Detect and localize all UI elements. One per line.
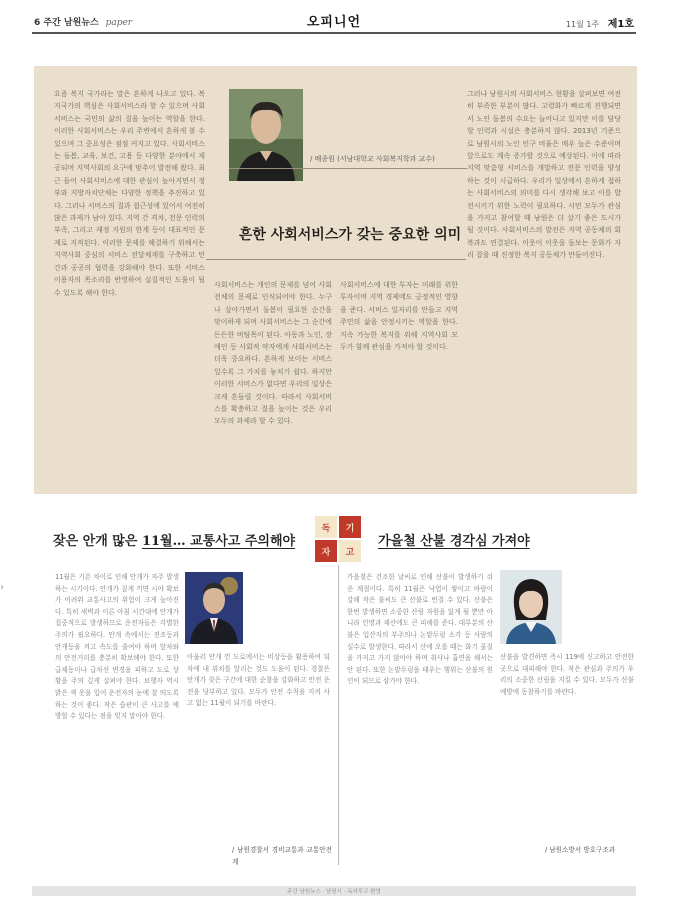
contribution-badge xyxy=(315,516,361,562)
badge-char-2: 기 xyxy=(339,516,361,538)
badge-char-4: 고 xyxy=(339,540,361,562)
right-article-author: / 남원소방서 방호구조과 xyxy=(545,846,616,854)
right-article-col-1: 가을철은 건조한 날씨로 인해 산불이 발생하기 쉬운 계절이다. 특히 11월은 낙엽이 쌓이고 바람이 강해 작은 불씨도 큰 산불로 번질 수 있다. 산불은 한번 발생하면 소중한 산림 자원을 잃게 될 뿐만 아니라 인명과 재산에도 큰 피해를 준다. 대부분의 산불은 입산자의 부주의나 논밭두렁 소각 등 사람의 실수로 발생한다. 따라서 산에 오를 때는 화기 물질을 가지고 가지 않아야 하며 취사나 흡연을 해서는 안 된다. 또한 논밭두렁을 태우는 행위는 산불의 원인이 되므로 삼가야 한다. xyxy=(347,573,493,686)
right-article-title xyxy=(378,530,530,549)
right-title-underlined: 가을철 산불 경각심 가져야 xyxy=(378,534,530,549)
opinion-col-1: 요즘 복지 국가라는 말은 흔하게 나오고 있다. 복지국가의 핵심은 사회서비스라 할 수 있으며 사회서비스는 국민의 삶의 질을 높이는 역할을 한다. 이러한 사회서비스는 우리 주변에서 흔하게 볼 수 있으며 그 중요성은 점점 커지고 있다. 사회서비스는 돌봄, 교육, 보건, 고용 등 다양한 분야에서 제공되며 지역사회의 요구에 맞추어 발전해 왔다. 최근 들어 사회서비스에 대한 관심이 높아지면서 정부와 지방자치단체는 다양한 정책을 추진하고 있다. 그러나 서비스의 질과 접근성에 있어서 여전히 많은 과제가 남아 있다. 지역 간 격차, 전문 인력의 부족, 그리고 재정 지원의 한계 등이 대표적인 문제로 지적된다. 이러한 문제를 해결하기 위해서는 지역사회 중심의 서비스 전달체계를 구축하고 민간과 공공의 협력을 강화해야 한다. 또한 서비스 이용자의 목소리를 반영하여 실질적인 도움이 될 수 있도록 해야 한다. xyxy=(54,90,205,297)
left-author-photo xyxy=(185,572,243,644)
issue-date: 11월 1주 xyxy=(565,20,600,29)
opinion-title: 흔한 사회서비스가 갖는 중요한 의미 xyxy=(238,227,462,243)
paper-word: paper xyxy=(105,18,133,28)
right-author-photo xyxy=(500,570,562,644)
opinion-col-4: 그러나 남원시의 사회서비스 현황을 살펴보면 여전히 부족한 부분이 많다. 고령화가 빠르게 진행되면서 노인 돌봄의 수요는 늘어나고 있지만 이를 담당할 인력과 시설은 충분하지 않다. 2013년 기준으로 남원시의 노인 인구 비율은 매우 높은 수준이며 앞으로도 계속 증가할 것으로 예상된다. 이에 따라 지역 맞춤형 서비스를 개발하고 전문 인력을 양성하는 것이 시급하다. 우리가 일상에서 흔하게 접하는 사회서비스의 의미를 다시 생각해 보고 이를 발전시키기 위한 노력이 필요하다. 시민 모두가 관심을 가지고 참여할 때 남원은 더 살기 좋은 도시가 될 것이다. 사회서비스의 발전은 지역 공동체의 회복과도 연결된다. 이웃이 이웃을 돌보는 문화가 자리 잡을 때 진정한 복지 공동체가 만들어진다. xyxy=(467,90,621,260)
badge-char-3: 자 xyxy=(315,540,337,562)
page-edge-arrow-icon: › xyxy=(0,582,4,593)
left-title-underlined: 11월… 교통사고 주의해야 xyxy=(141,534,296,549)
issue-number: 제1호 xyxy=(607,19,634,30)
opinion-col-2: 사회서비스는 개인의 문제를 넘어 사회 전체의 문제로 인식되어야 한다. 누구나 살아가면서 돌봄이 필요한 순간을 맞이하게 되며 사회서비스는 그 순간에 든든한 버팀목이 된다. 아동과 노인, 장애인 등 사회적 약자에게 사회서비스는 더욱 중요하다. 흔하게 보이는 서비스일수록 그 가치를 놓치기 쉽다. 하지만 이러한 서비스가 없다면 우리의 일상은 크게 흔들릴 것이다. 따라서 사회서비스를 확충하고 질을 높이는 것은 우리 모두의 과제라 할 수 있다. xyxy=(214,281,332,426)
left-article-col-2-top xyxy=(248,572,330,644)
right-article-col-2: 산불을 발견하면 즉시 119에 신고하고 안전한 곳으로 대피해야 한다. 작은 관심과 주의가 우리의 소중한 산림을 지킬 수 있다. 모두가 산불 예방에 동참하기를 바란다. xyxy=(500,653,634,696)
left-article-author: / 남원경찰서 경비교통과 교통안전계 xyxy=(232,846,332,866)
left-article-title xyxy=(53,530,295,549)
section-title: 오피니언 xyxy=(306,15,362,30)
issue-info xyxy=(566,15,634,30)
badge-char-1: 독 xyxy=(315,516,337,538)
page-label-text: 6 주간 남원뉴스 xyxy=(34,18,99,28)
right-article-col-2-top xyxy=(567,572,633,652)
left-title-prefix: 잦은 안개 많은 xyxy=(53,534,142,549)
opinion-column xyxy=(34,66,637,494)
footer-text: 주간 남원뉴스 · 남원시 · 독자투고 환영 xyxy=(287,889,381,895)
left-article-col-2: 아울러 안개 낀 도로에서는 비상등을 활용하여 뒤차에 내 위치를 알리는 것도 도움이 된다. 경찰은 안개가 잦은 구간에 대한 순찰을 강화하고 안전 운전을 당부하고 있다. 모두가 안전 수칙을 지켜 사고 없는 11월이 되기를 바란다. xyxy=(187,653,330,708)
article-divider xyxy=(338,565,339,865)
page-footer xyxy=(32,886,636,896)
title-rule xyxy=(206,259,466,260)
byline-rule xyxy=(229,168,467,169)
page-header xyxy=(32,8,636,34)
opinion-col-3: 사회서비스에 대한 투자는 미래를 위한 투자이며 지역 경제에도 긍정적인 영향을 준다. 서비스 일자리를 만들고 지역 주민의 삶을 안정시키는 역할을 한다. 지속 가능한 복지를 위해 지역사회 모두가 함께 관심을 가져야 할 것이다. xyxy=(340,281,458,352)
opinion-byline: / 배종원 (서남대학교 사회복지학과 교수) xyxy=(310,155,435,163)
left-article-col-1: 11월은 기온 차이로 인해 안개가 자주 발생하는 시기이다. 안개가 짙게 끼면 시야 확보가 어려워 교통사고의 위험이 크게 높아진다. 특히 새벽과 이른 아침 시간대에 안개가 집중적으로 발생하므로 운전자들은 각별한 주의가 필요하다. 안개 속에서는 전조등과 안개등을 켜고 속도를 줄여야 하며 앞차와의 안전거리를 충분히 확보해야 한다. 또한 급제동이나 급차선 변경을 피하고 도로 상황을 주의 깊게 살펴야 한다. 보행자 역시 밝은 색 옷을 입어 운전자의 눈에 잘 띄도록 하는 것이 좋다. 작은 습관이 큰 사고를 예방할 수 있다는 점을 잊지 말아야 한다. xyxy=(55,573,179,721)
